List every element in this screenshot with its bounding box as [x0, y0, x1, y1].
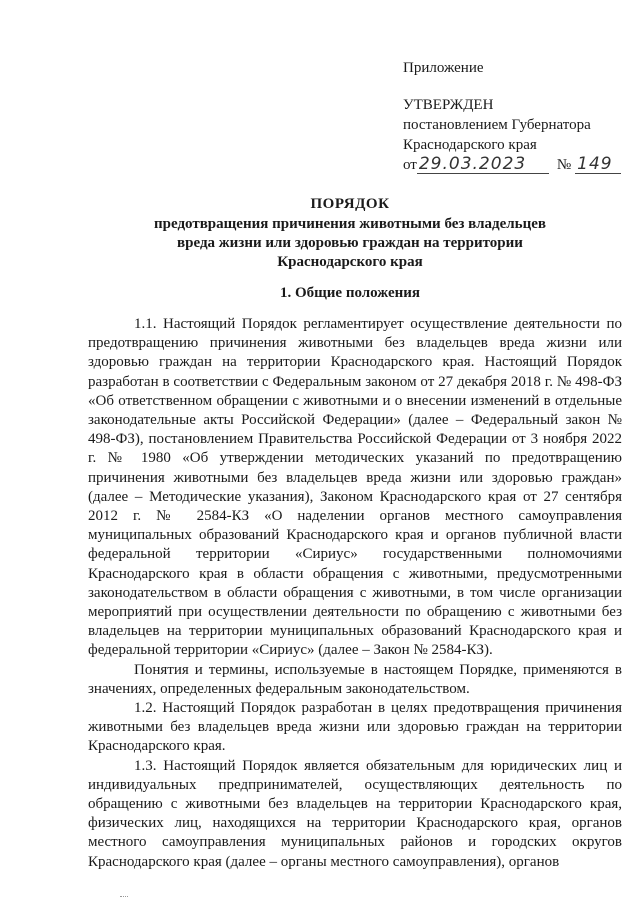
handwritten-date: 29.03.2023: [417, 155, 549, 174]
paragraph-1-3: 1.3. Настоящий Порядок является обязательным для юридических лиц и индивидуальных предпринимателей, осуществляющих деятельность по обращению с животными без владельцев на территории Краснодарского края, физических лиц, находящихся на территории Краснодарского края, органов местного самоуправления муниципальных районов и городских округов Краснодарского края (далее – органы местного самоуправления), органов: [88, 757, 622, 870]
approved-by-line2: Краснодарского края: [403, 137, 537, 153]
number-sign: №: [556, 157, 572, 173]
handwritten-number: 149: [575, 155, 621, 174]
section-heading: 1. Общие положения: [279, 285, 421, 301]
paragraph-1-1: 1.1. Настоящий Порядок регламентирует осуществление деятельности по предотвращению причинения животными без владельцев вреда жизни или здоровью граждан на территории Краснодарского края. Настоящий Порядок разработан в соответствии с Федеральным законом от 27 декабря 2018 г. № 498-ФЗ «Об ответственном обращении с животными и о внесении изменений в отдельные законодательные акты Российской Федерации» (далее – Федеральный закон № 498-ФЗ), постановлением Правительства Российской Федерации от 3 ноября 2022 г. № 1980 «Об утверждении методических указаний по предотвращению причинения животными без владельцев вреда жизни или здоровью граждан» (далее – Методические указания), Законом Краснодарского края от 27 сентября 2012 г. № 2584-КЗ «О наделении органов местного самоуправления муниципальных образований Краснодарского края и органов публичной власти федеральной территории «Сириус» государственными полномочиями Краснодарского края в области обращения с животными, предусмотренными законодательством в области обращения с животными, в том числе организации мероприятий при осуществлении деятельности по обращению с животными без владельцев на территории муниципальных образований Краснодарского края и федеральной территории «Сириус» (далее – Закон № 2584-КЗ).: [88, 316, 622, 659]
approval-block: [403, 58, 633, 177]
document-subtitle-line3: Краснодарского края: [277, 254, 423, 270]
appendix-label: Приложение: [403, 60, 484, 76]
approved-label: УТВЕРЖДЕН: [403, 97, 494, 113]
document-title-block: [60, 195, 640, 272]
date-prefix: от: [403, 157, 417, 173]
document-subtitle-line2: вреда жизни или здоровью граждан на территории: [177, 235, 523, 251]
date-number-line: [403, 155, 633, 177]
paragraph-1-2: 1.2. Настоящий Порядок разработан в целях предотвращения причинения животными без владельцев вреда жизни или здоровью граждан на территории Краснодарского края.: [88, 700, 622, 755]
document-title: ПОРЯДОК: [310, 196, 390, 212]
document-subtitle-line1: предотвращения причинения животными без владельцев: [154, 216, 546, 232]
scan-artifact: [120, 896, 128, 899]
approved-by-line1: постановлением Губернатора: [403, 117, 591, 133]
document-body: [88, 315, 622, 872]
paragraph-terms: Понятия и термины, используемые в настоящем Порядке, применяются в значениях, определенных федеральным законодательством.: [88, 661, 622, 697]
